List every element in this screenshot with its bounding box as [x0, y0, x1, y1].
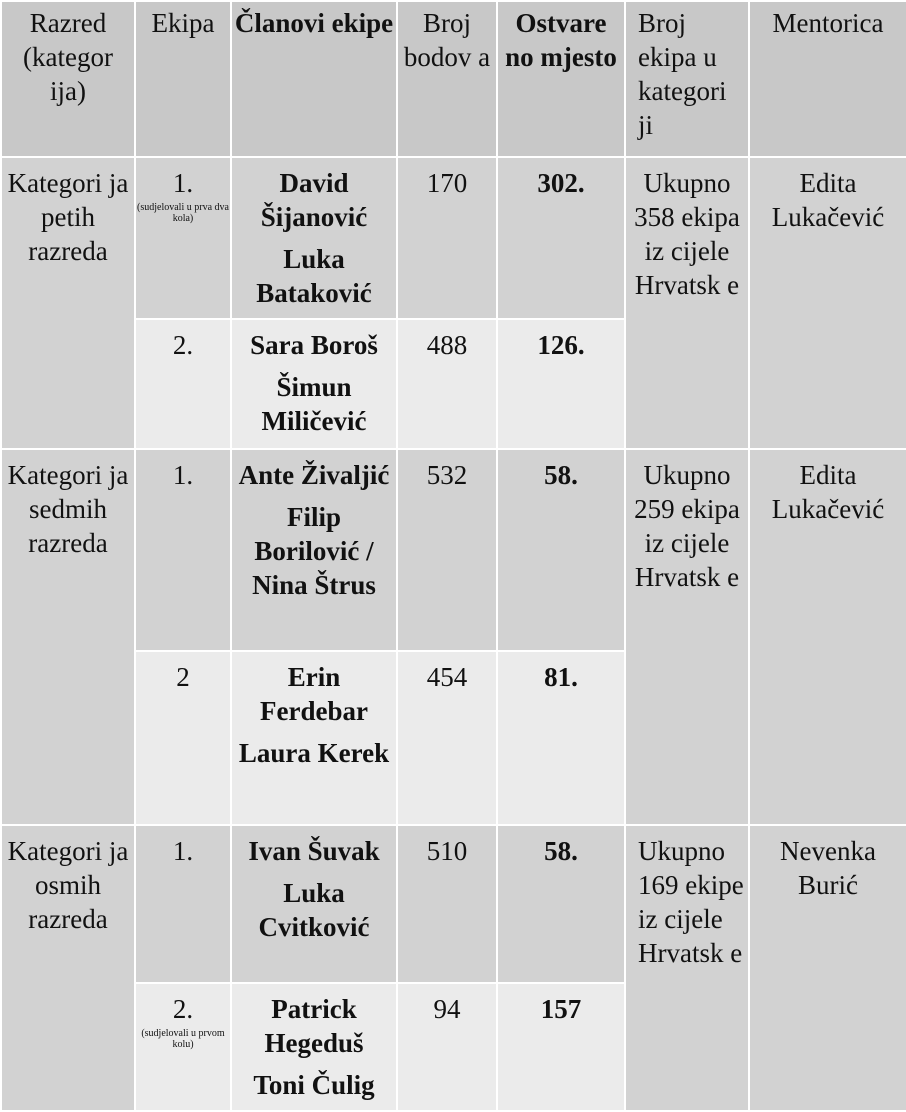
category-team-count: Ukupno 259 ekipa iz cijele Hrvatsk e: [625, 449, 749, 825]
member-name: Toni Čulig: [253, 1070, 375, 1100]
table-row: [1, 157, 906, 319]
team-number-label: 2.: [172, 994, 194, 1024]
category-name: Kategori ja osmih razreda: [1, 825, 135, 1111]
team-points: 94: [397, 983, 497, 1111]
category-mentor: Nevenka Burić: [749, 825, 906, 1111]
header-team-count: Broj ekipa u kategori ji: [625, 1, 749, 157]
team-place: 58.: [497, 449, 625, 651]
header-members: Članovi ekipe: [231, 1, 397, 157]
category-team-count: Ukupno 169 ekipe iz cijele Hrvatsk e: [625, 825, 749, 1111]
member-name: Filip Borilović / Nina Štrus: [252, 502, 376, 600]
category-team-count: Ukupno 358 ekipa iz cijele Hrvatsk e: [625, 157, 749, 449]
category-name: Kategori ja petih razreda: [1, 157, 135, 449]
member-name: Erin Ferdebar: [260, 662, 368, 726]
team-points: 488: [397, 319, 497, 449]
header-row: [1, 1, 906, 157]
member-name: Luka Cvitković: [258, 878, 370, 942]
table-row: [1, 449, 906, 651]
member-name: Patrick Hegeduš: [264, 994, 364, 1058]
team-members: [231, 449, 397, 651]
team-members: [231, 651, 397, 825]
team-points: 170: [397, 157, 497, 319]
team-place: 58.: [497, 825, 625, 983]
team-points: 454: [397, 651, 497, 825]
team-note: (sudjelovali u prvom kolu): [141, 1028, 225, 1050]
team-number-label: 2.: [172, 330, 194, 360]
team-number: [135, 983, 231, 1111]
team-place: 126.: [497, 319, 625, 449]
team-number-label: 2: [176, 662, 190, 692]
category-mentor: Edita Lukačević: [749, 449, 906, 825]
team-number-label: 1.: [172, 836, 194, 866]
team-number: [135, 319, 231, 449]
team-number: [135, 825, 231, 983]
team-members: [231, 157, 397, 319]
category-mentor: Edita Lukačević: [749, 157, 906, 449]
member-name: Šimun Miličević: [261, 372, 367, 436]
team-note: (sudjelovali u prva dva kola): [137, 202, 229, 224]
team-members: [231, 983, 397, 1111]
header-mentor: Mentorica: [749, 1, 906, 157]
member-name: Laura Kerek: [238, 738, 390, 768]
member-name: Sara Boroš: [250, 330, 378, 360]
team-place: 302.: [497, 157, 625, 319]
team-members: [231, 319, 397, 449]
header-points: Broj bodov a: [397, 1, 497, 157]
member-name: Ante Živaljić: [238, 460, 390, 490]
team-points: 510: [397, 825, 497, 983]
header-grade: Razred (kategor ija): [1, 1, 135, 157]
team-number-label: 1.: [172, 168, 194, 198]
team-place: 157: [497, 983, 625, 1111]
team-number-label: 1.: [172, 460, 194, 490]
team-members: [231, 825, 397, 983]
team-place: 81.: [497, 651, 625, 825]
member-name: David Šijanović: [260, 168, 368, 232]
table-row: [1, 825, 906, 983]
team-points: 532: [397, 449, 497, 651]
member-name: Luka Bataković: [256, 244, 372, 308]
category-name: Kategori ja sedmih razreda: [1, 449, 135, 825]
member-name: Ivan Šuvak: [248, 836, 380, 866]
team-number: [135, 157, 231, 319]
header-team: Ekipa: [135, 1, 231, 157]
header-place: Ostvare no mjesto: [497, 1, 625, 157]
team-number: [135, 449, 231, 651]
team-number: [135, 651, 231, 825]
